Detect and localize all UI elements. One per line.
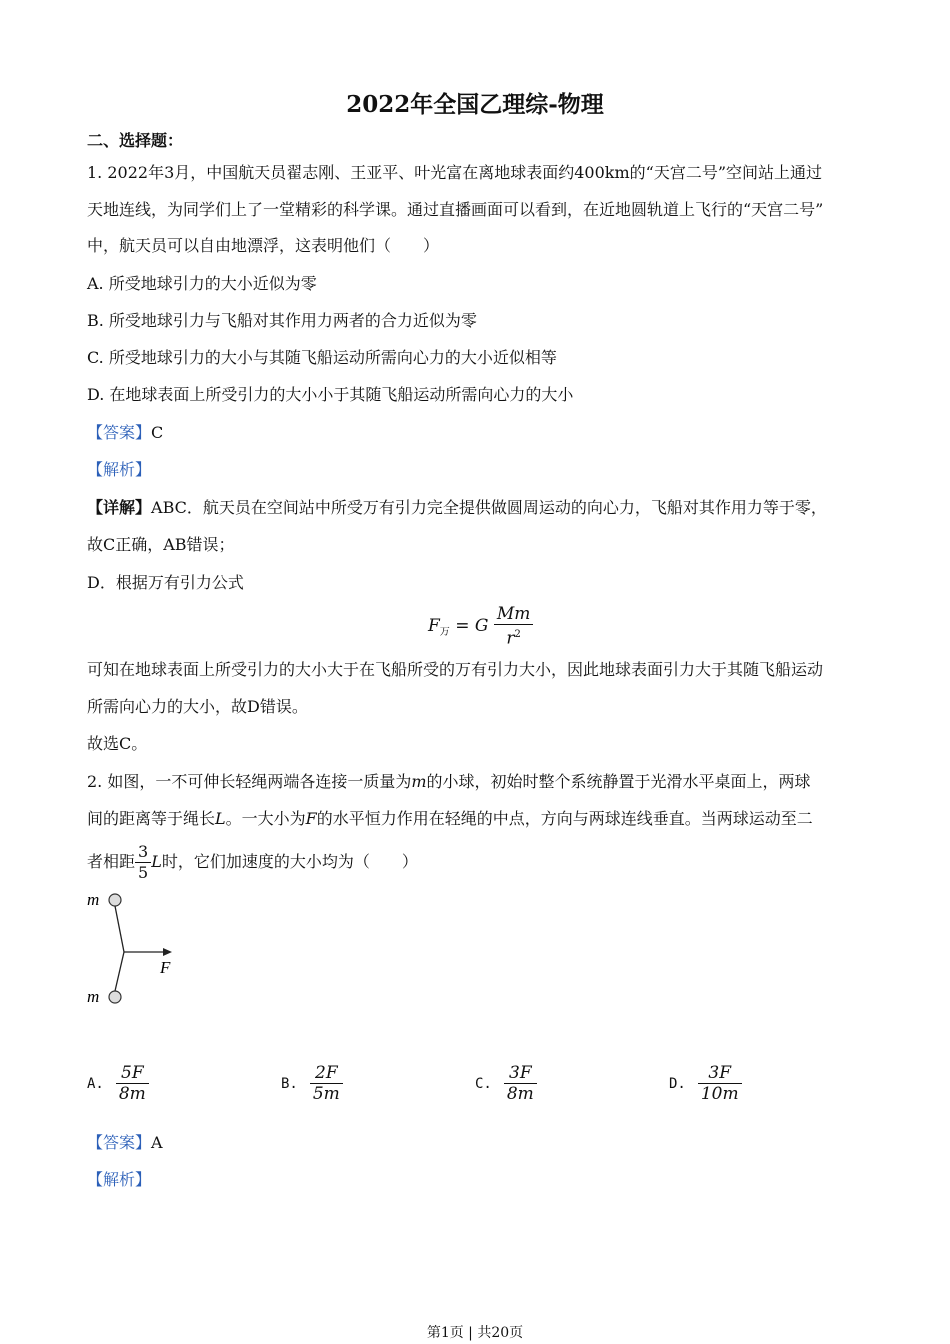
q2-analysis-tag: 【解析】 <box>87 1170 152 1189</box>
force-arrow-head <box>163 948 172 956</box>
option-denominator: 10m <box>700 1084 739 1104</box>
option-letter: C. <box>475 1075 492 1092</box>
mass-symbol: m <box>411 772 427 791</box>
detail-tag: 【详解】 <box>87 498 152 517</box>
option-numerator: 3F <box>708 1063 732 1083</box>
fraction-denominator: 5 <box>138 863 149 882</box>
option-denominator: 8m <box>118 1084 146 1104</box>
answer-tag: 【答案】 <box>87 423 152 442</box>
gravitation-formula <box>428 604 533 649</box>
q1-option-a: A. 所受地球引力的大小近似为零 <box>87 274 317 293</box>
q2-text: 间的距离等于绳长 <box>87 809 216 828</box>
q2-text: 的水平恒力作用在轻绳的中点，方向与两球连线垂直。当两球运动至二 <box>316 809 813 828</box>
q1-after-line-1: 可知在地球表面上所受引力的大小大于在飞船所受的万有引力大小，因此地球表面引力大于其随飞船运动 <box>87 660 824 679</box>
formula-denominator: r <box>506 628 515 649</box>
formula-exponent: 2 <box>514 629 521 640</box>
rope-balls-diagram <box>84 888 194 1008</box>
q1-answer-line <box>87 423 163 443</box>
length-symbol: L <box>215 809 226 828</box>
q2-text: 2. 如图，一不可伸长轻绳两端各连接一质量为 <box>87 772 412 791</box>
q2-text: 者相距 <box>87 852 136 871</box>
fraction-numerator: 3 <box>135 842 151 863</box>
option-denominator: 8m <box>506 1084 534 1104</box>
detail-text: ABC．航天员在空间站中所受万有引力完全提供做圆周运动的向心力，飞船对其作用力等于零， <box>151 498 827 517</box>
q1-stem-line-1: 1. 2022年3月，中国航天员翟志刚、王亚平、叶光富在离地球表面约400km的“天宫二号”空间站上通过 <box>87 163 823 182</box>
q2-stem-line-1 <box>87 772 811 792</box>
answer-value: A <box>151 1133 163 1152</box>
top-ball <box>109 894 121 906</box>
formula-numerator: Mm <box>496 604 531 624</box>
force-label: F <box>160 958 171 977</box>
document-title: 2022年全国乙理综-物理 <box>346 91 604 118</box>
force-symbol: F <box>305 809 317 828</box>
option-numerator: 2F <box>315 1063 338 1083</box>
formula-lhs: F <box>428 615 440 636</box>
q2-option-b <box>281 1063 343 1104</box>
q1-detail-line-3: D．根据万有引力公式 <box>87 573 244 592</box>
q2-option-a <box>87 1063 149 1104</box>
q1-option-d: D. 在地球表面上所受引力的大小小于其随飞船运动所需向心力的大小 <box>87 385 574 404</box>
q1-option-b: B. 所受地球引力与飞船对其作用力两者的合力近似为零 <box>87 311 477 330</box>
rope-lower <box>115 952 124 991</box>
option-numerator: 3F <box>509 1063 532 1083</box>
q2-text: 时，它们加速度的大小均为（ ） <box>161 852 418 871</box>
option-letter: D. <box>669 1075 686 1092</box>
q2-option-d <box>669 1063 742 1104</box>
q2-text: 。一大小为 <box>225 809 306 828</box>
option-denominator: 5m <box>312 1084 340 1104</box>
answer-tag: 【答案】 <box>87 1133 152 1152</box>
option-letter: B. <box>281 1075 298 1092</box>
q1-detail-line-1 <box>87 498 827 518</box>
q1-detail-line-2: 故C正确，AB错误； <box>87 535 235 554</box>
q2-option-c <box>475 1063 537 1104</box>
q1-analysis-tag: 【解析】 <box>87 460 152 479</box>
q2-stem-line-3 <box>87 842 418 883</box>
q1-stem-line-2: 天地连线，为同学们上了一堂精彩的科学课。通过直播画面可以看到，在近地圆轨道上飞行的“天宫二号” <box>87 200 824 219</box>
option-letter: A. <box>87 1075 104 1092</box>
distance-fraction <box>135 842 151 883</box>
formula-equals-g: = G <box>449 615 489 636</box>
q2-answer-line <box>87 1133 163 1153</box>
length-symbol: L <box>151 852 162 871</box>
q1-conclusion: 故选C。 <box>87 734 148 753</box>
q1-stem-line-3: 中，航天员可以自由地漂浮，这表明他们（ ） <box>87 236 440 255</box>
q1-after-line-2: 所需向心力的大小，故D错误。 <box>87 697 308 716</box>
rope-upper <box>115 906 124 952</box>
bottom-mass-label: m <box>87 987 100 1006</box>
bottom-ball <box>109 991 121 1003</box>
q2-text: 的小球，初始时整个系统静置于光滑水平桌面上，两球 <box>426 772 811 791</box>
top-mass-label: m <box>87 890 100 909</box>
page-footer: 第1页 | 共20页 <box>426 1325 524 1341</box>
formula-subscript: 万 <box>439 627 450 639</box>
formula-fraction <box>494 604 534 649</box>
q2-stem-line-2 <box>87 809 813 829</box>
section-heading: 二、选择题： <box>87 131 184 150</box>
option-numerator: 5F <box>121 1063 144 1083</box>
answer-value: C <box>151 423 164 442</box>
q1-option-c: C. 所受地球引力的大小与其随飞船运动所需向心力的大小近似相等 <box>87 348 557 367</box>
